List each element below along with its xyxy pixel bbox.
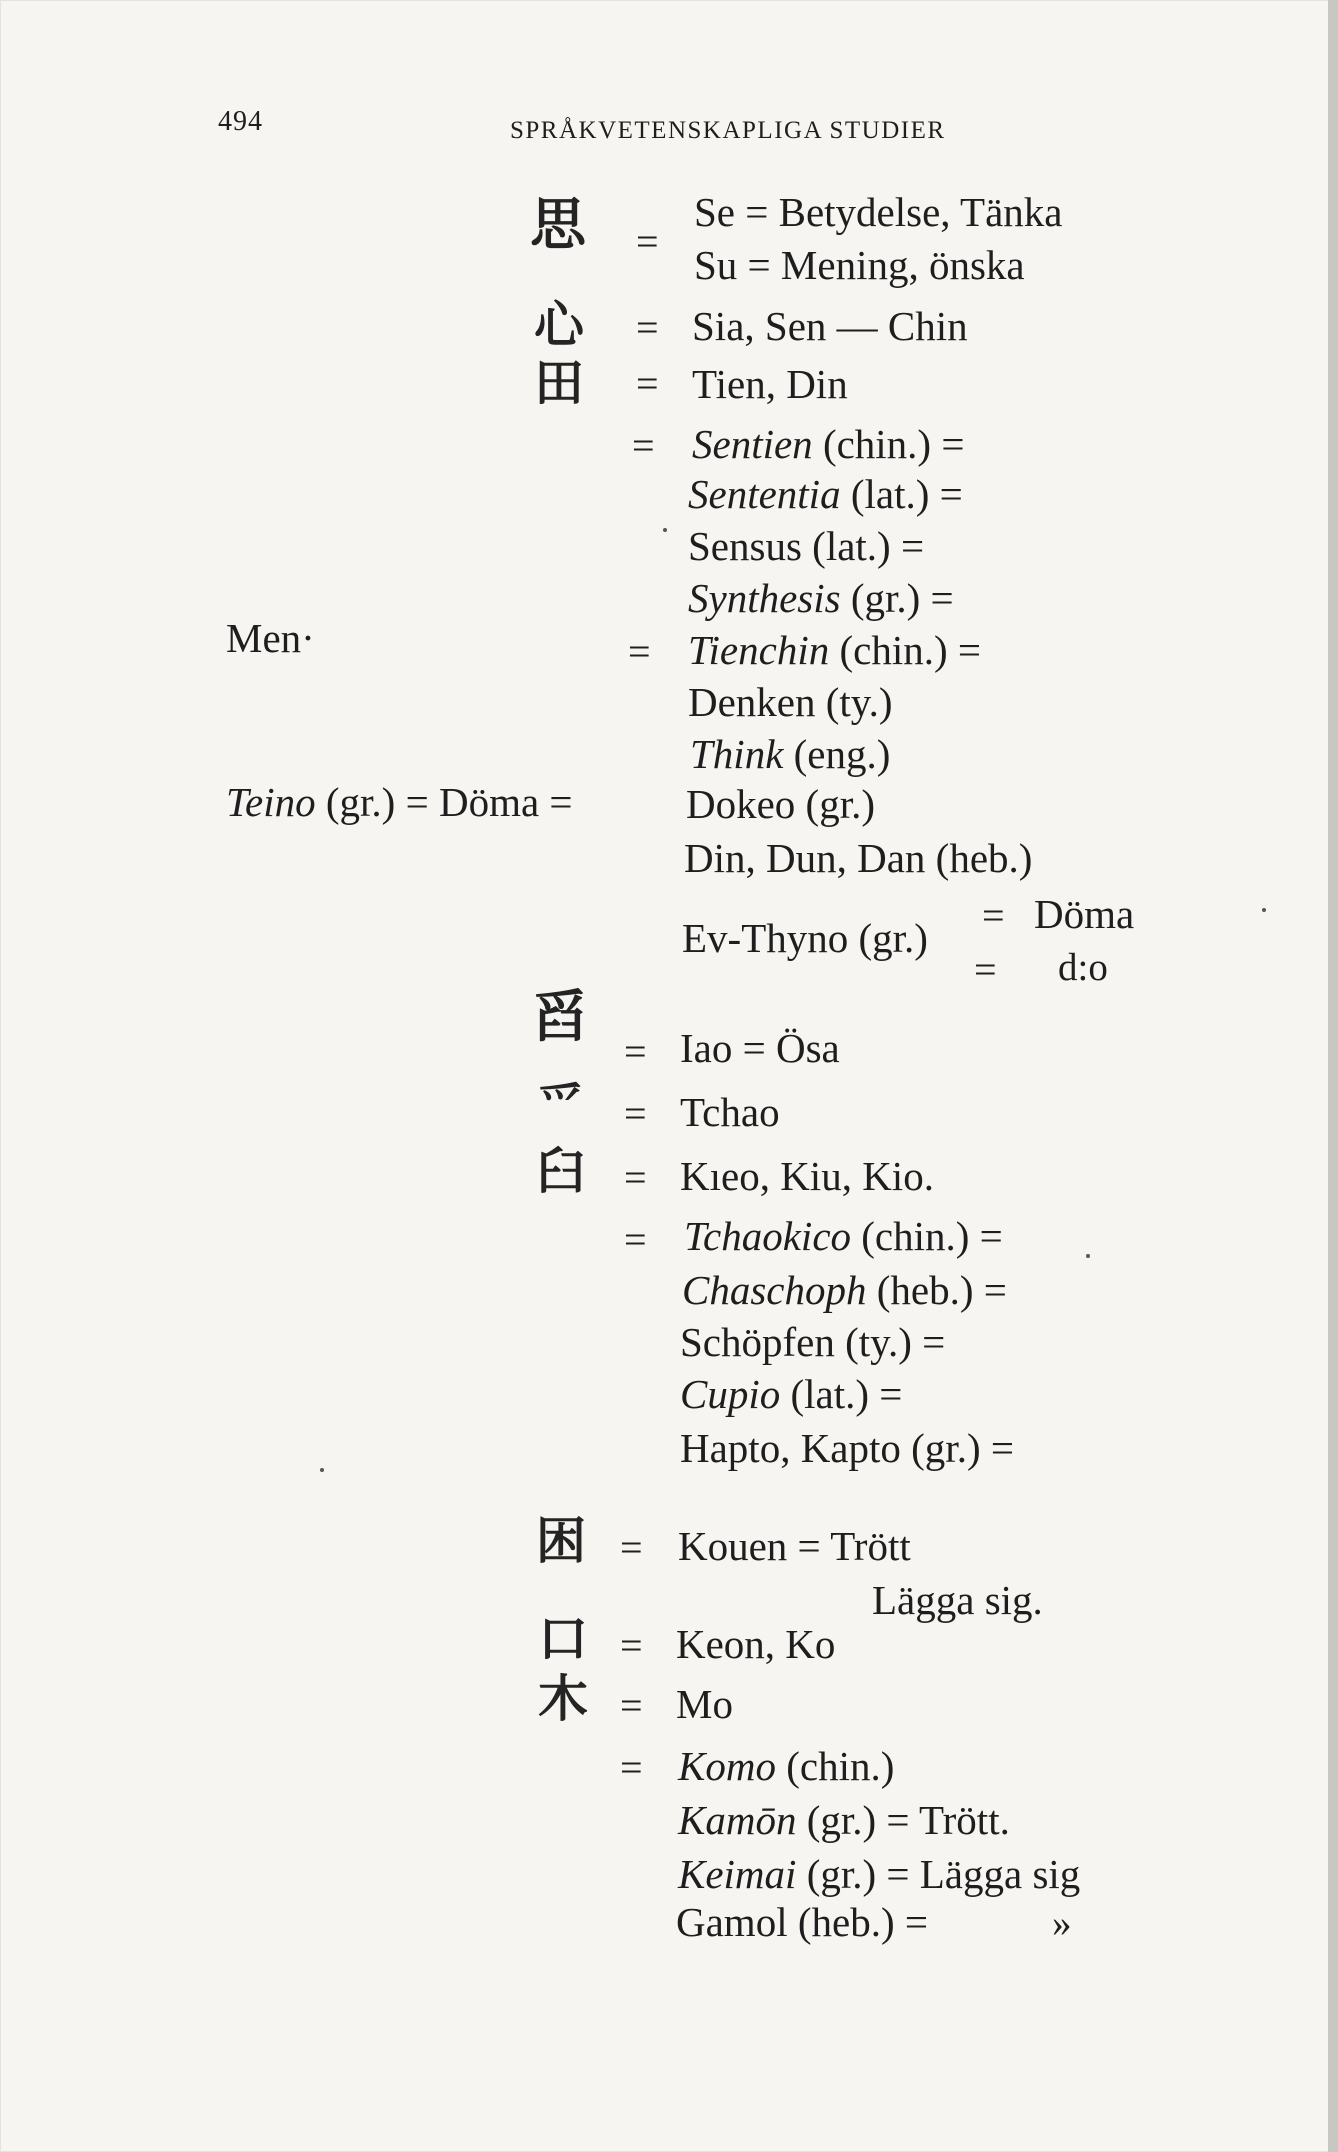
line-su: Su = Mening, önska — [694, 242, 1025, 288]
line-sensus: Sensus (lat.) = — [688, 523, 925, 569]
line-cupio: Cupio (lat.) = — [680, 1371, 903, 1417]
equals-sign: = — [636, 361, 659, 406]
zhao-character-glyph: 爫 — [536, 1076, 586, 1134]
line-schopfen: Schöpfen (ty.) = — [680, 1319, 946, 1365]
kun-character-glyph: 困 — [536, 1512, 586, 1570]
line-kouen: Kouen = Trött — [678, 1523, 911, 1569]
line-tien: Tien, Din — [692, 361, 848, 407]
line-do: d:o — [1058, 946, 1108, 989]
page-edge — [1328, 0, 1338, 2152]
line-kieo: Kıeo, Kiu, Kio. — [680, 1153, 934, 1199]
line-think: Think (eng.) — [690, 731, 891, 777]
line-doma: Döma — [1034, 891, 1135, 937]
line-tienchin: Tienchin (chin.) = — [688, 627, 981, 673]
ditto-mark: » — [1052, 1902, 1072, 1945]
equals-sign: = — [982, 893, 1005, 938]
equals-sign: = — [624, 1155, 647, 1200]
line-chaschoph: Chaschoph (heb.) = — [682, 1267, 1007, 1313]
line-kamon: Kamōn (gr.) = Trött. — [678, 1797, 1010, 1843]
line-iao: Iao = Ösa — [680, 1025, 840, 1071]
line-ev-thyno: Ev-Thyno (gr.) — [682, 915, 928, 961]
yao-character-glyph: 舀 — [532, 985, 588, 1050]
line-lagga-sig: Lägga sig. — [872, 1577, 1043, 1623]
line-mo: Mo — [676, 1681, 733, 1727]
si-character-glyph: 思 — [530, 193, 586, 258]
margin-men: Men· — [226, 615, 315, 661]
equals-sign: = — [636, 219, 659, 264]
line-din-dun-dan: Din, Dun, Dan (heb.) — [684, 835, 1033, 881]
line-sentien: Sentien (chin.) = — [692, 421, 965, 467]
equals-sign: = — [624, 1091, 647, 1136]
line-hapto: Hapto, Kapto (gr.) = — [680, 1425, 1014, 1471]
equals-sign: = — [620, 1623, 643, 1668]
line-tchao: Tchao — [680, 1089, 780, 1135]
equals-sign: = — [628, 629, 651, 674]
kou-character-glyph: 口 — [538, 1610, 588, 1668]
mu-character-glyph: 木 — [538, 1670, 588, 1728]
line-synthesis: Synthesis (gr.) = — [688, 575, 954, 621]
ink-speck — [320, 1468, 324, 1472]
line-dokeo: Dokeo (gr.) — [686, 781, 876, 827]
line-gamol: Gamol (heb.) = — [676, 1899, 928, 1945]
ink-speck — [1262, 908, 1266, 912]
line-teino: Teino (gr.) = Döma = — [226, 779, 573, 825]
xin-character-glyph: 心 — [534, 296, 584, 354]
page-number: 494 — [218, 106, 263, 137]
equals-sign: = — [636, 305, 659, 350]
equals-sign: = — [632, 423, 655, 468]
equals-sign: = — [620, 1525, 643, 1570]
line-tchaokico: Tchaokico (chin.) = — [684, 1213, 1003, 1259]
equals-sign: = — [624, 1029, 647, 1074]
ink-speck — [663, 528, 667, 532]
line-keon: Keon, Ko — [676, 1621, 836, 1667]
line-denken: Denken (ty.) — [688, 679, 893, 725]
line-keimai: Keimai (gr.) = Lägga sig — [678, 1851, 1081, 1897]
running-title: SPRÅKVETENSKAPLIGA STUDIER — [510, 117, 946, 144]
equals-sign: = — [620, 1683, 643, 1728]
line-se: Se = Betydelse, Tänka — [694, 189, 1063, 235]
line-sententia: Sententia (lat.) = — [688, 471, 963, 517]
line-sia: Sia, Sen — Chin — [692, 303, 968, 349]
jiu-character-glyph: 臼 — [536, 1142, 586, 1200]
ink-speck — [1086, 1254, 1090, 1258]
tian-character-glyph: 田 — [534, 354, 584, 412]
equals-sign: = — [620, 1745, 643, 1790]
equals-sign: = — [624, 1217, 647, 1262]
line-komo: Komo (chin.) — [678, 1743, 895, 1789]
equals-sign: = — [974, 947, 997, 992]
